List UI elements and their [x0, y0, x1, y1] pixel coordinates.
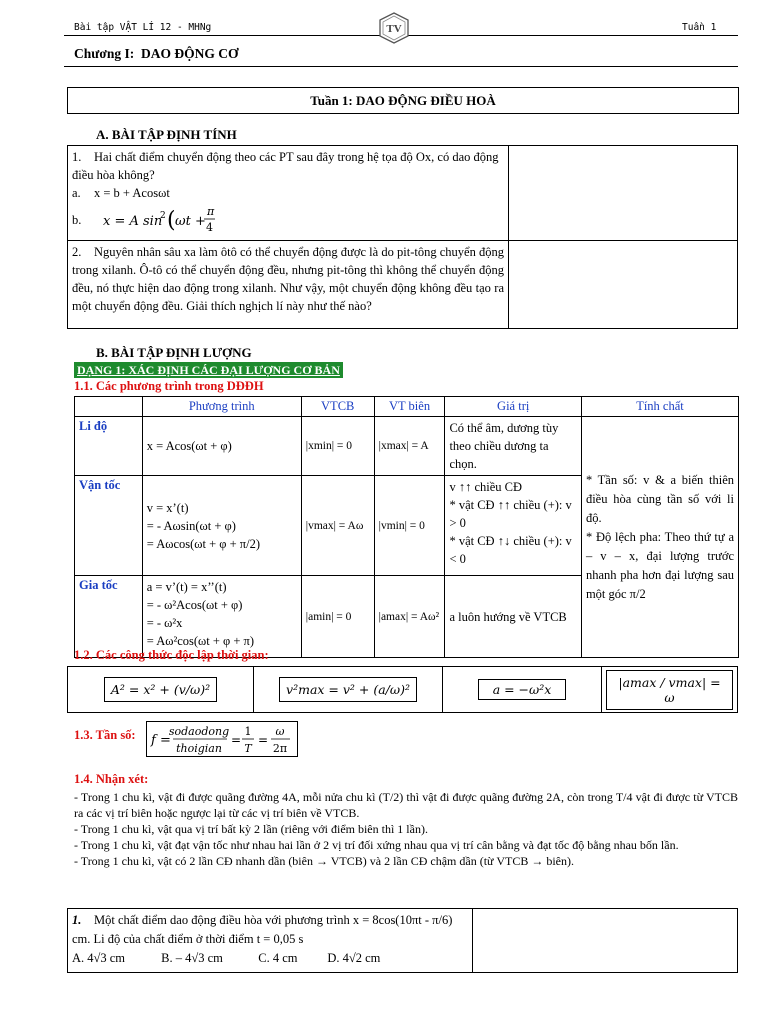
vtbien-gia-toc: |amax| = Aω²: [374, 576, 445, 658]
row-li-do: [75, 417, 739, 476]
week-title: Tuần 1: DAO ĐỘNG ĐIỀU HOÀ: [67, 87, 739, 114]
svg-text:2π: 2π: [272, 742, 288, 755]
option-b: B. – 4√3 cm: [161, 951, 223, 965]
qualitative-row-2: [68, 241, 738, 329]
chapter-title: Chương I: DAO ĐỘNG CƠ: [74, 46, 239, 61]
problem-1: 1. Một chất điểm dao động điều hòa với phương trình x = 8cos(10πt - π/6) cm. Li độ của chất điểm ở thời điểm t = 0,05 s A. 4√3 cm B. – 4√3 cm C. 4 cm D. 4√2 cm: [68, 909, 473, 973]
note-4: - Trong 1 chu kì, vật có 2 lần CĐ nhanh dần (biên → VTCB) và 2 lần CĐ chậm dần (từ VTCB → biên).: [74, 854, 574, 868]
vtcb-van-toc: |vmax| = Aω: [301, 476, 374, 576]
section-b-heading: B. BÀI TẬP ĐỊNH LƯỢNG: [96, 345, 252, 360]
frequency-formula: [146, 721, 298, 757]
equations-header-row: [75, 397, 739, 417]
row-label-van-toc: Vận tốc: [75, 476, 143, 576]
svg-text:f =: f =: [151, 733, 171, 748]
tinh-chat-cell: [581, 417, 738, 658]
col-gia-tri: Giá trị: [445, 397, 581, 417]
note-3: - Trong 1 chu kì, vật đạt vận tốc như nhau hai lần ở 2 vị trí đối xứng nhau qua vị trí cân bằng và đạt tốc độ bằng nhau bốn lần.: [74, 838, 679, 852]
svg-text:T: T: [244, 742, 252, 755]
giatri-van-toc: v ↑↑ chiều CĐ * vật CĐ ↑↑ chiều (+): v > 0 * vật CĐ ↑↓ chiều (+): v < 0: [445, 476, 581, 576]
formula-omega: |amax / vmax| = ω: [602, 667, 738, 713]
svg-text:ω: ω: [275, 725, 285, 738]
answer-cell-2: [509, 241, 738, 329]
option-d: D. 4√2 cm: [327, 951, 381, 965]
notes-block: [74, 789, 738, 869]
svg-text:4: 4: [206, 221, 214, 234]
option-c: C. 4 cm: [258, 951, 298, 965]
svg-text:1: 1: [244, 725, 252, 738]
header-left: Bài tập VẬT LÍ 12 - MHNg: [74, 22, 212, 33]
vtbien-li-do: |xmax| = A: [374, 417, 445, 476]
problem-answer-cell: [473, 909, 738, 973]
answer-cell-1: [509, 146, 738, 241]
tinh-chat-do-lech-pha: * Độ lệch pha: Theo thứ tự a – v – x, đại lượng trước nhanh pha hơn đại lượng sau một góc π/2: [585, 529, 734, 601]
eq-van-toc: v = x’(t) = - Aωsin(ωt + φ) = Aωcos(ωt + φ + π/2): [142, 476, 301, 576]
vtbien-van-toc: |vmin| = 0: [374, 476, 445, 576]
svg-text:ωt +: ωt +: [175, 214, 206, 229]
vtcb-gia-toc: |amin| = 0: [301, 576, 374, 658]
giatri-gia-toc: a luôn hướng về VTCB: [445, 576, 581, 658]
question-1: 1. Hai chất điểm chuyển động theo các PT sau đây trong hệ tọa độ Ox, có dao động điều hòa không? a. x = b + Acosωt b. x = A sin 2 ( ωt + π 4: [68, 146, 509, 241]
formula-amplitude: A² = x² + (v/ω)²: [68, 667, 254, 713]
problem-row: [68, 909, 738, 973]
option-a: A. 4√3 cm: [72, 951, 126, 965]
svg-text:thoigian: thoigian: [176, 742, 222, 755]
svg-text:π: π: [207, 205, 215, 218]
col-phuong-trinh: Phương trình: [142, 397, 301, 417]
row-label-li-do: Li độ: [75, 417, 143, 476]
svg-text:2: 2: [160, 211, 166, 221]
eq-li-do: x = Acos(ωt + φ): [142, 417, 301, 476]
section-a-heading: A. BÀI TẬP ĐỊNH TÍNH: [96, 127, 237, 142]
dang-1-label: DẠNG 1: XÁC ĐỊNH CÁC ĐẠI LƯỢNG CƠ BẢN: [74, 363, 343, 378]
equations-table: [74, 396, 739, 658]
chapter-rule: [64, 66, 738, 67]
formula-acceleration: a = −ω²x: [443, 667, 602, 713]
formulas-row: [68, 667, 738, 713]
col-tinh-chat: Tính chất: [581, 397, 738, 417]
giatri-li-do: Có thể âm, dương tùy theo chiều dương ta chọn.: [445, 417, 581, 476]
vtcb-li-do: |xmin| = 0: [301, 417, 374, 476]
section-1-2-heading: 1.2. Các công thức độc lập thời gian:: [74, 648, 269, 662]
formula-vmax: v²max = v² + (a/ω)²: [254, 667, 443, 713]
tv-logo-icon: [378, 12, 410, 44]
section-1-4-heading: 1.4. Nhận xét:: [74, 772, 149, 786]
svg-text:=: =: [258, 733, 269, 747]
eq-gia-toc: a = v’(t) = x’’(t) = - ω²Acos(ωt + φ) = - ω²x = Aω²cos(ωt + φ + π): [142, 576, 301, 658]
formula-sin-squared: [97, 202, 217, 238]
qualitative-row-1: [68, 146, 738, 241]
question-1a: x = b + Acosωt: [94, 186, 170, 200]
svg-text:sodaodong: sodaodong: [168, 725, 230, 738]
svg-text:=: =: [231, 733, 242, 747]
svg-text:x = A sin: x = A sin: [103, 214, 163, 229]
col-vt-bien: VT biên: [374, 397, 445, 417]
formulas-table: [67, 666, 738, 713]
row-label-gia-toc: Gia tốc: [75, 576, 143, 658]
tinh-chat-tan-so: * Tần số: v & a biến thiên điều hòa cùng tần số với li độ.: [585, 472, 734, 525]
svg-text:TV: TV: [386, 23, 402, 35]
note-2: - Trong 1 chu kì, vật qua vị trí bất kỳ 2 lần (riêng với điểm biên thì 1 lần).: [74, 822, 428, 836]
note-1: - Trong 1 chu kì, vật đi được quãng đường 4A, mỗi nửa chu kì (T/2) thì vật đi được quãng đường 2A, còn trong T/4 vật đi được từ VTCB ra các vị trí biên hoặc ngược lại từ các vị trí biên về VTCB.: [74, 790, 738, 820]
question-2: 2. Nguyên nhân sâu xa làm ôtô có thể chuyển động được là do pit-tông chuyển động trong xilanh. Ô-tô có thể chuyển động đều, nhưng pit-tông thì không thể chuyển động đều, nó thực hiện dao động trong xilanh. Như vậy, một chuyển động không đều tạo ra một chuyển động đều. Giải thích nghịch lí này như thế nào?: [68, 241, 509, 329]
col-vtcb: VTCB: [301, 397, 374, 417]
section-1-3-heading: 1.3. Tần số:: [74, 728, 136, 742]
qualitative-table: [67, 145, 738, 329]
section-1-1-heading: 1.1. Các phương trình trong DĐĐH: [74, 379, 264, 393]
svg-text:(: (: [167, 208, 176, 233]
header-right: Tuần 1: [682, 22, 717, 33]
problem-table: [67, 908, 738, 973]
